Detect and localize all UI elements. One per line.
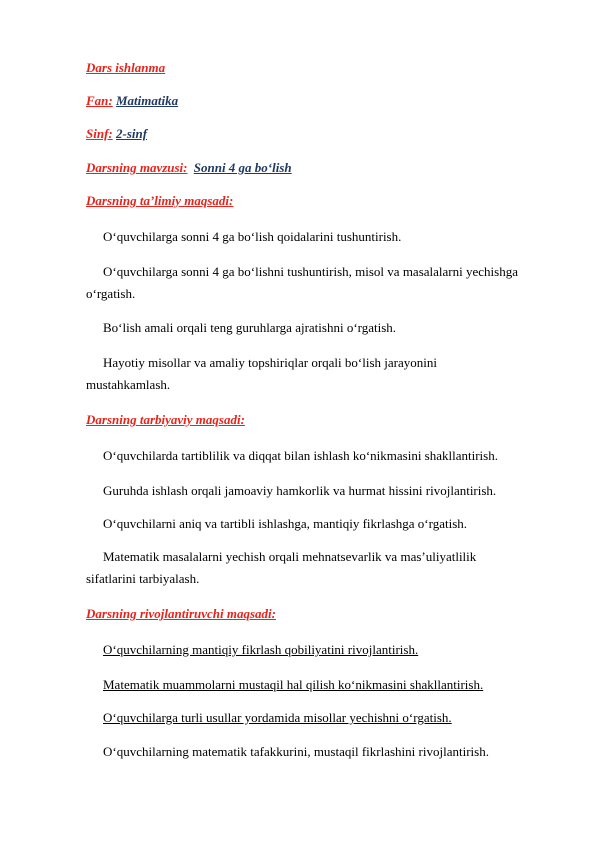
- grade-value: 2-sinf: [115, 126, 148, 141]
- educational-goal-item: O‘quvchilarga sonni 4 ga bo‘lish qoidalarini tushuntirish.: [103, 229, 402, 244]
- upbringing-goal-item: Matematik masalalarni yechish orqali mehnatsevarlik va mas’uliyatlilik: [103, 549, 477, 564]
- developmental-goal-heading: Darsning rivojlantiruvchi maqsadi:: [86, 606, 276, 621]
- upbringing-goal-item: O‘quvchilarni aniq va tartibli ishlashga, mantiqiy fikrlashga o‘rgatish.: [103, 516, 468, 531]
- developmental-goal-item: O‘quvchilarning matematik tafakkurini, mustaqil fikrlashini rivojlantirish.: [103, 744, 489, 759]
- upbringing-goal-heading: Darsning tarbiyaviy maqsadi:: [86, 412, 245, 427]
- developmental-goal-item: O‘quvchilarga turli usullar yordamida misollar yechishni o‘rgatish.: [103, 710, 452, 725]
- developmental-goal-item: O‘quvchilarning mantiqiy fikrlash qobiliyatini rivojlantirish.: [103, 642, 419, 657]
- educational-goal-item: Bo‘lish amali orqali teng guruhlarga ajratishni o‘rgatish.: [103, 320, 397, 335]
- upbringing-goal-item-continued: sifatlarini tarbiyalash.: [86, 571, 200, 586]
- educational-goal-heading: Darsning ta’limiy maqsadi:: [86, 193, 234, 208]
- educational-goal-item: O‘quvchilarga sonni 4 ga bo‘lishni tushuntirish, misol va masalalarni yechishga: [103, 264, 518, 279]
- educational-goal-item-continued: mustahkamlash.: [86, 377, 171, 392]
- educational-goal-item-continued: o‘rgatish.: [86, 286, 136, 301]
- grade-label: Sinf:: [86, 126, 113, 141]
- topic-value: Sonni 4 ga bo‘lish: [193, 160, 292, 175]
- topic-label: Darsning mavzusi:: [86, 160, 188, 175]
- developmental-goal-item: Matematik muammolarni mustaqil hal qilish ko‘nikmasini shakllantirish.: [103, 677, 484, 692]
- grade-line: [86, 126, 147, 142]
- subject-label: Fan:: [86, 93, 113, 108]
- upbringing-goal-item: Guruhda ishlash orqali jamoaviy hamkorlik va hurmat hissini rivojlantirish.: [103, 483, 497, 498]
- document-title: Dars ishlanma: [86, 60, 166, 75]
- educational-goal-item: Hayotiy misollar va amaliy topshiriqlar orqali bo‘lish jarayonini: [103, 355, 437, 370]
- topic-line: [86, 160, 292, 176]
- subject-line: [86, 93, 178, 109]
- upbringing-goal-item: O‘quvchilarda tartiblilik va diqqat bilan ishlash ko‘nikmasini shakllantirish.: [103, 448, 498, 463]
- subject-value: Matimatika: [115, 93, 179, 108]
